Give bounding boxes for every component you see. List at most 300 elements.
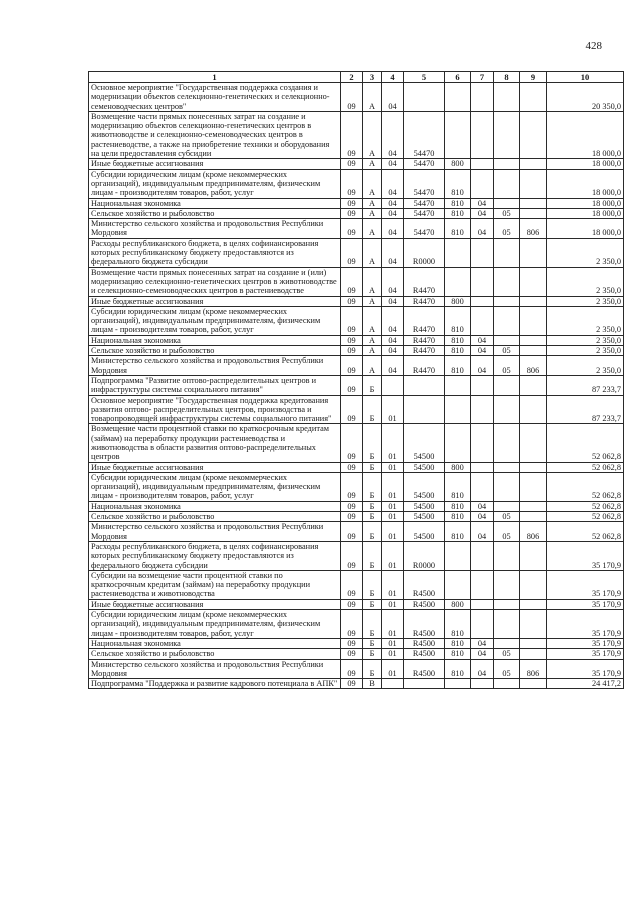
table-row — [89, 679, 624, 689]
code-expense-type: 810 — [445, 638, 471, 648]
code-subsection — [494, 335, 520, 345]
code-ministry — [520, 335, 547, 345]
amount: 20 350,0 — [547, 83, 624, 112]
code-ministry — [520, 638, 547, 648]
table-row — [89, 512, 624, 522]
code-ministry — [520, 501, 547, 511]
code-activity: 01 — [382, 541, 404, 570]
code-subprogram: Б — [363, 610, 382, 639]
code-section: 04 — [471, 335, 494, 345]
code-section — [471, 424, 494, 462]
amount: 35 170,9 — [547, 570, 624, 599]
code-subprogram: А — [363, 296, 382, 306]
code-program: 09 — [341, 335, 363, 345]
table-row — [89, 424, 624, 462]
code-program: 09 — [341, 238, 363, 267]
code-direction: R4500 — [404, 649, 445, 659]
code-section — [471, 296, 494, 306]
code-subsection — [494, 679, 520, 689]
table-row — [89, 83, 624, 112]
code-direction: 54500 — [404, 512, 445, 522]
code-program: 09 — [341, 659, 363, 679]
amount: 52 062,8 — [547, 522, 624, 542]
code-expense-type: 810 — [445, 649, 471, 659]
code-subsection — [494, 395, 520, 424]
code-activity: 04 — [382, 219, 404, 239]
code-section: 04 — [471, 198, 494, 208]
code-subsection — [494, 267, 520, 296]
code-direction: R4470 — [404, 335, 445, 345]
amount: 52 062,8 — [547, 462, 624, 472]
row-description: Подпрограмма "Поддержка и развитие кадрового потенциала в АПК" — [89, 679, 341, 689]
code-ministry — [520, 610, 547, 639]
code-program: 09 — [341, 208, 363, 218]
code-subprogram: Б — [363, 541, 382, 570]
code-direction: R4500 — [404, 570, 445, 599]
code-activity: 04 — [382, 306, 404, 335]
code-expense-type: 810 — [445, 356, 471, 376]
row-description: Иные бюджетные ассигнования — [89, 462, 341, 472]
amount: 52 062,8 — [547, 472, 624, 501]
code-subsection — [494, 610, 520, 639]
code-program: 09 — [341, 541, 363, 570]
code-activity: 04 — [382, 111, 404, 158]
table-header-row — [89, 72, 624, 83]
column-header: 4 — [382, 72, 404, 83]
table-row — [89, 638, 624, 648]
code-subprogram: Б — [363, 649, 382, 659]
row-description: Субсидии юридическим лицам (кроме некоммерческих организаций), индивидуальным предпринимателям, физическим лицам - производителям товаров, работ, услуг — [89, 306, 341, 335]
code-program: 09 — [341, 512, 363, 522]
table-row — [89, 169, 624, 198]
amount: 18 000,0 — [547, 208, 624, 218]
amount: 2 350,0 — [547, 335, 624, 345]
row-description: Министерство сельского хозяйства и продовольствия Республики Мордовия — [89, 219, 341, 239]
code-activity — [382, 375, 404, 395]
code-ministry — [520, 599, 547, 609]
code-ministry — [520, 198, 547, 208]
code-direction: 54470 — [404, 219, 445, 239]
code-expense-type: 810 — [445, 659, 471, 679]
code-activity: 04 — [382, 169, 404, 198]
table-row — [89, 501, 624, 511]
code-subsection — [494, 424, 520, 462]
code-ministry — [520, 424, 547, 462]
code-section: 04 — [471, 356, 494, 376]
amount: 52 062,8 — [547, 501, 624, 511]
code-section: 04 — [471, 346, 494, 356]
code-program: 09 — [341, 306, 363, 335]
code-ministry: 806 — [520, 659, 547, 679]
table-row — [89, 649, 624, 659]
code-subprogram: А — [363, 238, 382, 267]
table-body — [89, 83, 624, 689]
code-ministry — [520, 462, 547, 472]
code-direction: R4500 — [404, 638, 445, 648]
amount: 87 233,7 — [547, 375, 624, 395]
code-activity: 04 — [382, 335, 404, 345]
table-row — [89, 472, 624, 501]
code-activity: 04 — [382, 198, 404, 208]
code-program: 09 — [341, 501, 363, 511]
code-activity: 01 — [382, 638, 404, 648]
code-section — [471, 83, 494, 112]
row-description: Субсидии юридическим лицам (кроме некоммерческих организаций), индивидуальным предпринимателям, физическим лицам - производителям товаров, работ, услуг — [89, 472, 341, 501]
code-program: 09 — [341, 267, 363, 296]
amount: 18 000,0 — [547, 159, 624, 169]
amount: 18 000,0 — [547, 219, 624, 239]
code-expense-type: 810 — [445, 335, 471, 345]
table-row — [89, 570, 624, 599]
code-subsection — [494, 169, 520, 198]
amount: 35 170,9 — [547, 659, 624, 679]
column-header: 8 — [494, 72, 520, 83]
amount: 2 350,0 — [547, 306, 624, 335]
code-ministry — [520, 83, 547, 112]
code-subsection — [494, 159, 520, 169]
code-subsection — [494, 375, 520, 395]
amount: 2 350,0 — [547, 267, 624, 296]
column-header: 10 — [547, 72, 624, 83]
code-section — [471, 679, 494, 689]
code-subprogram: А — [363, 159, 382, 169]
code-direction: R4500 — [404, 659, 445, 679]
column-header: 3 — [363, 72, 382, 83]
code-direction: 54500 — [404, 501, 445, 511]
code-activity: 04 — [382, 356, 404, 376]
code-activity: 01 — [382, 570, 404, 599]
table-row — [89, 296, 624, 306]
code-program: 09 — [341, 375, 363, 395]
row-description: Субсидии на возмещение части процентной ставки по краткосрочным кредитам (займам) на переработку продукции растениеводства и животноводства — [89, 570, 341, 599]
code-expense-type: 810 — [445, 346, 471, 356]
code-ministry — [520, 541, 547, 570]
code-subprogram: Б — [363, 375, 382, 395]
code-program: 09 — [341, 83, 363, 112]
code-section — [471, 570, 494, 599]
code-activity: 01 — [382, 395, 404, 424]
code-subprogram: А — [363, 198, 382, 208]
code-activity: 01 — [382, 599, 404, 609]
table-row — [89, 356, 624, 376]
amount: 18 000,0 — [547, 111, 624, 158]
code-expense-type: 800 — [445, 159, 471, 169]
code-program: 09 — [341, 395, 363, 424]
code-activity: 04 — [382, 296, 404, 306]
row-description: Возмещение части прямых понесенных затрат на создание и модернизацию объектов селекционно-генетических центров в животноводстве и селекционно-семеноводческих центров в растениеводстве, а также на приобретение техники и оборудования на цели предоставления субсидии — [89, 111, 341, 158]
code-expense-type: 810 — [445, 522, 471, 542]
code-activity: 04 — [382, 346, 404, 356]
table-row — [89, 541, 624, 570]
code-expense-type: 800 — [445, 296, 471, 306]
code-subsection: 05 — [494, 346, 520, 356]
code-program: 09 — [341, 638, 363, 648]
code-expense-type: 810 — [445, 472, 471, 501]
code-ministry — [520, 649, 547, 659]
code-section — [471, 375, 494, 395]
code-activity: 01 — [382, 424, 404, 462]
code-direction: R4470 — [404, 267, 445, 296]
amount: 35 170,9 — [547, 649, 624, 659]
code-activity: 04 — [382, 238, 404, 267]
code-activity: 01 — [382, 501, 404, 511]
code-subprogram: Б — [363, 424, 382, 462]
code-subsection — [494, 570, 520, 599]
code-subprogram: Б — [363, 570, 382, 599]
code-program: 09 — [341, 522, 363, 542]
row-description: Сельское хозяйство и рыболовство — [89, 649, 341, 659]
code-direction: R4470 — [404, 356, 445, 376]
table-row — [89, 375, 624, 395]
code-subsection — [494, 638, 520, 648]
code-direction: 54500 — [404, 424, 445, 462]
code-direction: R4470 — [404, 306, 445, 335]
code-expense-type — [445, 238, 471, 267]
code-section — [471, 169, 494, 198]
code-direction: R0000 — [404, 238, 445, 267]
code-subsection: 05 — [494, 356, 520, 376]
code-section: 04 — [471, 649, 494, 659]
code-direction: R4470 — [404, 346, 445, 356]
code-activity: 01 — [382, 610, 404, 639]
code-direction: R4500 — [404, 610, 445, 639]
code-activity: 04 — [382, 159, 404, 169]
code-subprogram: Б — [363, 501, 382, 511]
code-subprogram: Б — [363, 522, 382, 542]
code-section: 04 — [471, 219, 494, 239]
code-expense-type — [445, 267, 471, 296]
code-direction — [404, 375, 445, 395]
table-row — [89, 306, 624, 335]
amount: 2 350,0 — [547, 296, 624, 306]
code-expense-type — [445, 541, 471, 570]
code-ministry — [520, 159, 547, 169]
code-activity: 01 — [382, 512, 404, 522]
table-row — [89, 219, 624, 239]
code-expense-type: 810 — [445, 501, 471, 511]
code-subsection: 05 — [494, 219, 520, 239]
code-direction: 54470 — [404, 169, 445, 198]
code-program: 09 — [341, 296, 363, 306]
row-description: Министерство сельского хозяйства и продовольствия Республики Мордовия — [89, 659, 341, 679]
table-row — [89, 111, 624, 158]
code-section: 04 — [471, 638, 494, 648]
amount: 35 170,9 — [547, 638, 624, 648]
code-program: 09 — [341, 424, 363, 462]
code-direction: R0000 — [404, 541, 445, 570]
code-direction — [404, 679, 445, 689]
column-header: 1 — [89, 72, 341, 83]
code-direction — [404, 395, 445, 424]
code-subsection — [494, 198, 520, 208]
code-section — [471, 541, 494, 570]
code-activity: 01 — [382, 522, 404, 542]
code-ministry — [520, 395, 547, 424]
amount: 52 062,8 — [547, 424, 624, 462]
row-description: Национальная экономика — [89, 638, 341, 648]
code-subprogram: А — [363, 335, 382, 345]
amount: 52 062,8 — [547, 512, 624, 522]
code-section — [471, 159, 494, 169]
column-header: 9 — [520, 72, 547, 83]
code-expense-type — [445, 679, 471, 689]
code-section — [471, 610, 494, 639]
table-row — [89, 159, 624, 169]
code-ministry — [520, 512, 547, 522]
code-expense-type: 800 — [445, 599, 471, 609]
code-expense-type: 800 — [445, 462, 471, 472]
code-activity — [382, 679, 404, 689]
code-subsection — [494, 111, 520, 158]
amount: 18 000,0 — [547, 169, 624, 198]
page-number: 428 — [585, 40, 602, 52]
code-subprogram: А — [363, 346, 382, 356]
code-subsection — [494, 83, 520, 112]
table-row — [89, 395, 624, 424]
code-direction: R4470 — [404, 296, 445, 306]
code-program: 09 — [341, 462, 363, 472]
code-subprogram: В — [363, 679, 382, 689]
code-program: 09 — [341, 472, 363, 501]
code-expense-type — [445, 395, 471, 424]
code-subprogram: А — [363, 169, 382, 198]
code-ministry — [520, 111, 547, 158]
code-activity: 04 — [382, 208, 404, 218]
code-program: 09 — [341, 570, 363, 599]
code-direction: R4500 — [404, 599, 445, 609]
code-direction: 54470 — [404, 208, 445, 218]
code-subprogram: А — [363, 219, 382, 239]
code-section — [471, 462, 494, 472]
amount: 35 170,9 — [547, 599, 624, 609]
code-direction: 54470 — [404, 111, 445, 158]
row-description: Министерство сельского хозяйства и продовольствия Республики Мордовия — [89, 522, 341, 542]
code-ministry: 806 — [520, 356, 547, 376]
row-description: Возмещение части процентной ставки по краткосрочным кредитам (займам) на переработку продукции растениеводства и животноводства в области развития оптово-распределительных центров — [89, 424, 341, 462]
code-program: 09 — [341, 219, 363, 239]
code-direction: 54500 — [404, 472, 445, 501]
code-subsection — [494, 599, 520, 609]
code-ministry — [520, 472, 547, 501]
code-activity: 04 — [382, 267, 404, 296]
row-description: Министерство сельского хозяйства и продовольствия Республики Мордовия — [89, 356, 341, 376]
code-activity: 01 — [382, 649, 404, 659]
code-section — [471, 111, 494, 158]
code-subsection: 05 — [494, 522, 520, 542]
code-subprogram: Б — [363, 599, 382, 609]
code-subprogram: Б — [363, 638, 382, 648]
code-expense-type: 810 — [445, 198, 471, 208]
code-program: 09 — [341, 356, 363, 376]
code-program: 09 — [341, 159, 363, 169]
code-expense-type — [445, 83, 471, 112]
table-row — [89, 346, 624, 356]
code-subprogram: А — [363, 356, 382, 376]
row-description: Субсидии юридическим лицам (кроме некоммерческих организаций), индивидуальным предпринимателям, физическим лицам - производителям товаров, работ, услуг — [89, 610, 341, 639]
budget-table — [88, 71, 624, 689]
table-row — [89, 238, 624, 267]
code-subprogram: А — [363, 83, 382, 112]
code-activity: 01 — [382, 462, 404, 472]
code-expense-type — [445, 570, 471, 599]
code-section: 04 — [471, 501, 494, 511]
code-expense-type — [445, 111, 471, 158]
code-direction — [404, 83, 445, 112]
code-program: 09 — [341, 169, 363, 198]
table-row — [89, 610, 624, 639]
code-subsection: 05 — [494, 208, 520, 218]
amount: 87 233,7 — [547, 395, 624, 424]
row-description: Сельское хозяйство и рыболовство — [89, 346, 341, 356]
code-expense-type: 810 — [445, 169, 471, 198]
code-program: 09 — [341, 599, 363, 609]
code-ministry — [520, 306, 547, 335]
amount: 2 350,0 — [547, 238, 624, 267]
code-subprogram: Б — [363, 659, 382, 679]
code-subprogram: Б — [363, 395, 382, 424]
code-subsection: 05 — [494, 649, 520, 659]
amount: 2 350,0 — [547, 346, 624, 356]
table-row — [89, 462, 624, 472]
code-ministry: 806 — [520, 219, 547, 239]
amount: 35 170,9 — [547, 610, 624, 639]
code-activity: 01 — [382, 659, 404, 679]
code-subprogram: Б — [363, 462, 382, 472]
code-subsection — [494, 472, 520, 501]
code-ministry — [520, 679, 547, 689]
code-subsection — [494, 462, 520, 472]
code-program: 09 — [341, 679, 363, 689]
code-activity: 04 — [382, 83, 404, 112]
code-section: 04 — [471, 659, 494, 679]
column-header: 6 — [445, 72, 471, 83]
code-expense-type: 810 — [445, 610, 471, 639]
code-section — [471, 238, 494, 267]
code-program: 09 — [341, 610, 363, 639]
amount: 2 350,0 — [547, 356, 624, 376]
column-header: 2 — [341, 72, 363, 83]
table-row — [89, 599, 624, 609]
code-subsection — [494, 541, 520, 570]
row-description: Иные бюджетные ассигнования — [89, 159, 341, 169]
row-description: Расходы республиканского бюджета, в целях софинансирования которых республиканскому бюджету предоставляются из федерального бюджета субсидии — [89, 238, 341, 267]
amount: 35 170,9 — [547, 541, 624, 570]
code-ministry — [520, 570, 547, 599]
code-subsection — [494, 306, 520, 335]
code-ministry — [520, 346, 547, 356]
row-description: Национальная экономика — [89, 335, 341, 345]
code-ministry — [520, 169, 547, 198]
row-description: Национальная экономика — [89, 198, 341, 208]
code-direction: 54500 — [404, 462, 445, 472]
table-row — [89, 335, 624, 345]
row-description: Подпрограмма "Развитие оптово-распределительных центров и инфраструктуры системы социального питания" — [89, 375, 341, 395]
code-expense-type: 810 — [445, 306, 471, 335]
code-subsection: 05 — [494, 512, 520, 522]
code-subsection — [494, 296, 520, 306]
table-row — [89, 267, 624, 296]
code-subsection — [494, 238, 520, 267]
row-description: Сельское хозяйство и рыболовство — [89, 208, 341, 218]
code-subsection — [494, 501, 520, 511]
row-description: Иные бюджетные ассигнования — [89, 296, 341, 306]
code-expense-type — [445, 424, 471, 462]
row-description: Сельское хозяйство и рыболовство — [89, 512, 341, 522]
row-description: Расходы республиканского бюджета, в целях софинансирования которых республиканскому бюджету предоставляются из федерального бюджета субсидии — [89, 541, 341, 570]
code-ministry — [520, 208, 547, 218]
row-description: Основное мероприятие "Государственная поддержка создания и модернизации объектов селекционно-генетических и селекционно-семеноводческих центров" — [89, 83, 341, 112]
code-subprogram: Б — [363, 472, 382, 501]
